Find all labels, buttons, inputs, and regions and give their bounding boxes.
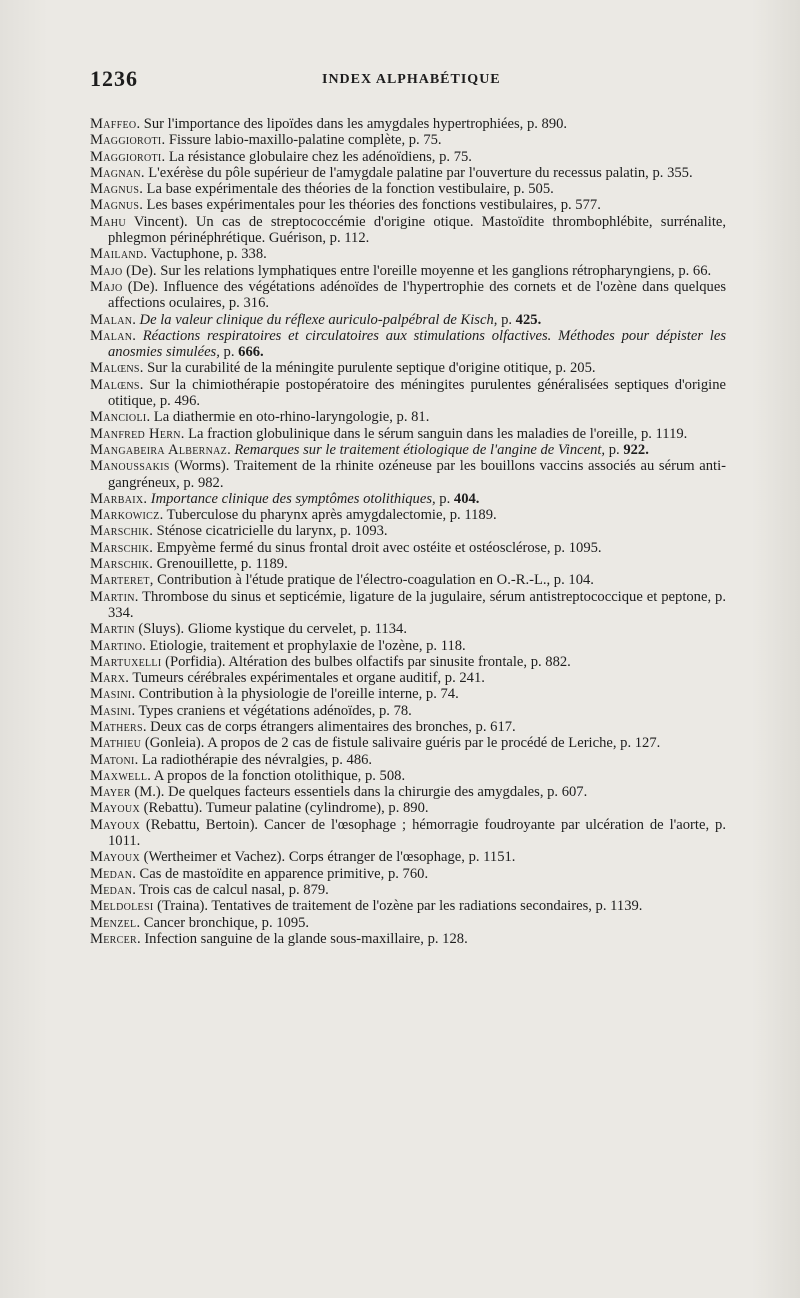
entry-author: Martin <box>90 621 135 638</box>
index-entry <box>90 800 726 816</box>
entry-author: Maffeo <box>90 116 137 132</box>
entry-text: Vincent). Un cas de streptococcémie d'origine otique. Mastoïdite thrombophlébite, surrénalite, phlegmon périnéphrétique. Guérison, p. 112. <box>108 213 726 247</box>
entry-author: Markowicz <box>90 507 160 524</box>
entry-author: Magnus <box>90 181 140 198</box>
entry-author: Malan <box>90 327 133 344</box>
entry-author: Mayoux <box>90 816 140 833</box>
entry-text: . La radiothérapie des névralgies, p. 486. <box>134 751 373 768</box>
index-entry <box>90 197 726 213</box>
index-entry <box>90 849 726 865</box>
entry-page-bold: 404. <box>453 490 480 507</box>
entry-author: Malan <box>90 311 133 328</box>
entry-text: (Sluys). Gliome kystique du cervelet, p. 1134. <box>134 621 407 638</box>
index-entry <box>90 686 726 702</box>
entry-page-bold: 425. <box>515 311 542 328</box>
entry-text: (De). Sur les relations lymphatiques entre l'oreille moyenne et les ganglions rétropharyngiens, p. 66. <box>122 262 712 279</box>
index-entry <box>90 703 726 719</box>
entry-author: Manfred Hern <box>90 425 181 442</box>
entry-author: Maggioroti <box>90 132 162 149</box>
entry-text: (De). Influence des végétations adénoïdes de l'hypertrophie des cornets et de l'ozène dans quelques affections oculaires, p. 316. <box>108 278 726 312</box>
index-entry <box>90 491 726 507</box>
entry-author: Medan <box>90 865 133 882</box>
index-entry <box>90 426 726 442</box>
entry-title-italic: Réactions respiratoires et circulatoires aux stimulations olfactives. Méthodes pour dépister les anosmies simulées, <box>108 327 726 361</box>
page-number: 1236 <box>90 66 138 91</box>
index-entry <box>90 523 726 539</box>
index-entry <box>90 181 726 197</box>
entry-author: Marx <box>90 670 126 687</box>
entry-text: . Trois cas de calcul nasal, p. 879. <box>132 881 329 898</box>
entry-author: Mayoux <box>90 849 140 866</box>
entry-author: Marteret <box>90 572 150 589</box>
entry-author: Majo <box>90 262 123 279</box>
entry-text: . Deux cas de corps étrangers alimentaires des bronches, p. 617. <box>142 718 516 735</box>
entry-author: Magnus <box>90 197 140 214</box>
entry-text: (Worms). Traitement de la rhinite ozéneuse par les bouillons vaccins associés au sérum anti-gangréneux, p. 982. <box>108 458 726 491</box>
entry-author: Martino <box>90 637 143 654</box>
entry-author: Maggioroti <box>90 148 162 165</box>
entry-author: Mathers <box>90 718 143 735</box>
index-entry <box>90 132 726 148</box>
index-entry <box>90 116 726 132</box>
entry-text: p. <box>497 311 516 328</box>
entry-text: . Tuberculose du pharynx après amygdalectomie, p. 1189. <box>159 507 497 524</box>
entry-text: . Vactuphone, p. 338. <box>143 246 267 263</box>
entry-author: Matoni <box>90 751 135 768</box>
entry-text: . Empyème fermé du sinus frontal droit avec ostéite et ostéosclérose, p. 1095. <box>149 539 602 556</box>
entry-text: p. <box>435 490 454 507</box>
entry-text: . La résistance globulaire chez les adénoïdiens, p. 75. <box>161 148 472 165</box>
index-entry <box>90 784 726 800</box>
entry-author: Magnan <box>90 164 141 181</box>
entry-text: . Thrombose du sinus et septicémie, ligature de la jugulaire, sérum antistreptococcique et peptone, p. 334. <box>108 588 726 621</box>
index-entry <box>90 263 726 279</box>
entry-text: (Gonleia). A propos de 2 cas de fistule salivaire guéris par le procédé de Leriche, p. 127. <box>141 735 661 752</box>
index-entry <box>90 654 726 670</box>
entry-author: Martuxelli <box>90 653 162 670</box>
entry-text: p. <box>219 344 239 361</box>
index-entry <box>90 898 726 914</box>
entry-author: Mailand <box>90 246 144 263</box>
entry-text: . Sténose cicatricielle du larynx, p. 1093. <box>149 523 388 540</box>
entry-text: . La fraction globulinique dans le sérum sanguin dans les maladies de l'oreille, p. 1119. <box>180 425 688 442</box>
entry-title-italic: Importance clinique des symptômes otolithiques, <box>150 490 436 507</box>
entry-author: Mathieu <box>90 735 142 752</box>
entry-text: (M.). De quelques facteurs essentiels dans la chirurgie des amygdales, p. 607. <box>130 784 588 801</box>
entry-author: Mahu <box>90 213 126 230</box>
entry-text: . Sur la curabilité de la méningite purulente septique d'origine otitique, p. 205. <box>139 360 596 377</box>
entry-author: Malœns <box>90 360 140 377</box>
entry-text: . A propos de la fonction otolithique, p. 508. <box>147 767 406 784</box>
index-entry <box>90 556 726 572</box>
entry-text: . <box>143 490 151 507</box>
index-entry <box>90 279 726 312</box>
index-entry <box>90 165 726 181</box>
entry-author: Mayoux <box>90 800 140 817</box>
entry-author: Meldolesi <box>90 898 154 915</box>
entry-text: (Rebattu). Tumeur palatine (cylindrome), p. 890. <box>139 800 429 817</box>
index-entries <box>90 116 726 947</box>
index-entry <box>90 882 726 898</box>
entry-text: . Fissure labio-maxillo-palatine complète, p. 75. <box>161 132 442 149</box>
entry-author: Manoussakis <box>90 458 170 475</box>
index-entry <box>90 817 726 850</box>
entry-author: Marbaix <box>90 490 144 507</box>
index-entry <box>90 540 726 556</box>
entry-author: Marschik <box>90 539 150 556</box>
index-entry <box>90 360 726 376</box>
entry-text: p. <box>605 441 624 458</box>
index-entry <box>90 931 726 947</box>
index-entry <box>90 507 726 523</box>
index-entry <box>90 866 726 882</box>
entry-text: . La base expérimentale des théories de la fonction vestibulaire, p. 505. <box>139 181 554 198</box>
entry-page-bold: 922. <box>623 441 649 458</box>
index-entry <box>90 246 726 262</box>
entry-text: . Tumeurs cérébrales expérimentales et organe auditif, p. 241. <box>125 670 485 687</box>
index-entry <box>90 638 726 654</box>
entry-title-italic: Remarques sur le traitement étiologique de l'angine de Vincent, <box>234 441 606 458</box>
index-entry <box>90 915 726 931</box>
running-title: INDEX ALPHABÉTIQUE <box>322 72 501 87</box>
entry-author: Marschik <box>90 523 150 540</box>
entry-text: (Wertheimer et Vachez). Corps étranger de l'œsophage, p. 1151. <box>139 849 516 866</box>
entry-author: Martin <box>90 588 135 605</box>
index-entry <box>90 735 726 751</box>
index-entry <box>90 377 726 410</box>
index-entry <box>90 572 726 588</box>
entry-author: Mancioli <box>90 409 147 426</box>
entry-text: . Cas de mastoïdite en apparence primitive, p. 760. <box>132 865 429 882</box>
entry-text: . La diathermie en oto-rhino-laryngologie, p. 81. <box>146 409 430 426</box>
index-entry <box>90 458 726 491</box>
index-entry <box>90 719 726 735</box>
entry-author: Menzel <box>90 914 137 931</box>
entry-text: . Cancer bronchique, p. 1095. <box>136 914 310 931</box>
index-entry <box>90 621 726 637</box>
index-entry <box>90 768 726 784</box>
entry-text: . L'exérèse du pôle supérieur de l'amygdale palatine par l'ouverture du recessus palatin, p. 355. <box>140 164 693 181</box>
entry-author: Marschik <box>90 556 150 573</box>
entry-text: . Sur l'importance des lipoïdes dans les amygdales hypertrophiées, p. 890. <box>136 116 568 132</box>
entry-text: (Rebattu, Bertoin). Cancer de l'œsophage ; hémorragie foudroyante par ulcération de l'aorte, p. 1011. <box>108 816 726 850</box>
index-entry <box>90 328 726 361</box>
index-entry <box>90 752 726 768</box>
entry-author: Mayer <box>90 784 131 801</box>
entry-text: (Porfidia). Altération des bulbes olfactifs par sinusite frontale, p. 882. <box>161 653 571 670</box>
entry-text: . Contribution à la physiologie de l'oreille interne, p. 74. <box>131 686 459 703</box>
entry-title-italic: De la valeur clinique du réflexe auriculo-palpébral de Kisch, <box>139 311 498 328</box>
entry-author: Maxwell <box>90 767 148 784</box>
entry-text: . Grenouillette, p. 1189. <box>149 556 288 573</box>
index-entry <box>90 670 726 686</box>
entry-author: Masini <box>90 702 132 719</box>
entry-author: Medan <box>90 881 133 898</box>
entry-author: Mercer <box>90 930 138 947</box>
index-entry <box>90 589 726 622</box>
entry-text: (Traina). Tentatives de traitement de l'ozène par les radiations secondaires, p. 1139. <box>153 898 643 915</box>
index-entry <box>90 442 726 458</box>
entry-page-bold: 666. <box>238 344 264 361</box>
entry-text: . Sur la chimiothérapie postopératoire des méningites purulentes généralisées septiques d'origine otitique, p. 496. <box>108 376 726 410</box>
index-entry <box>90 149 726 165</box>
entry-text: . Types craniens et végétations adénoïdes, p. 78. <box>131 702 412 719</box>
running-head <box>90 66 728 92</box>
entry-author: Mangabeira Albernaz <box>90 441 228 458</box>
entry-text: . <box>132 311 140 328</box>
index-entry <box>90 214 726 247</box>
entry-text: . <box>227 441 235 458</box>
entry-text: , Contribution à l'étude pratique de l'électro-coagulation en O.-R.-L., p. 104. <box>149 572 594 589</box>
index-entry <box>90 312 726 328</box>
entry-author: Malœns <box>90 376 140 393</box>
entry-text: . Les bases expérimentales pour les théories des fonctions vestibulaires, p. 577. <box>139 197 601 214</box>
index-entry <box>90 409 726 425</box>
entry-text: . Etiologie, traitement et prophylaxie de l'ozène, p. 118. <box>142 637 466 654</box>
entry-text: . <box>132 327 143 344</box>
entry-author: Majo <box>90 278 123 295</box>
entry-author: Masini <box>90 686 132 703</box>
entry-text: . Infection sanguine de la glande sous-maxillaire, p. 128. <box>137 930 468 947</box>
